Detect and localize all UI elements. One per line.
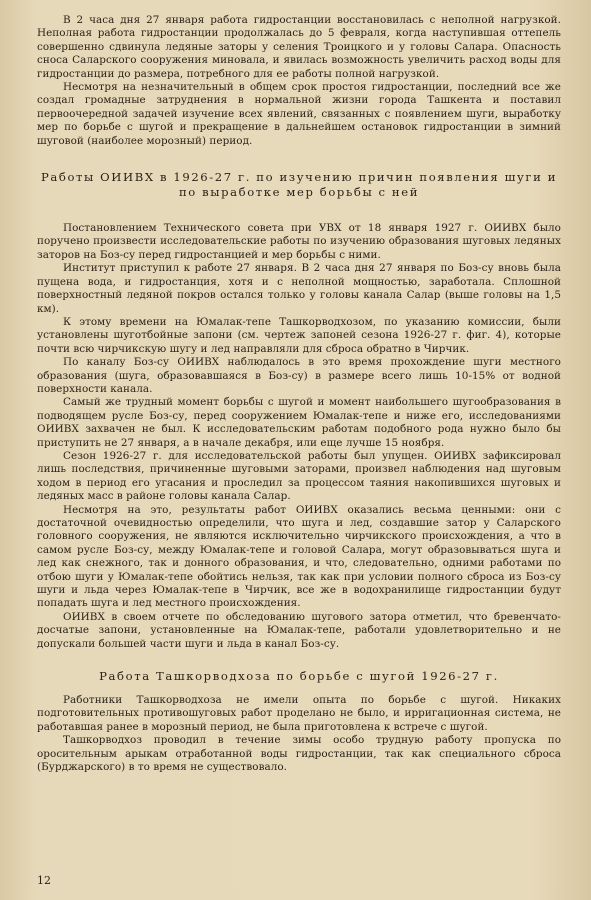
paragraph-results-valuable: Несмотря на это, результаты работ ОИИВХ оказались весьма ценными: они с достаточной очевидностью определили, что шуга и лед, создавшие затор у Саларского головного сооружения, не являются исключительно чирчикского происхождения, а что в самом русле Боз-су, между Юмалак-тепе и головой Салара, могут образовываться шуга и лед как снежного, так и донного образования, и что, следовательно, одними работами по отбою шуги у Юмалак-тепе обойтись нельзя, так как при условии полного сброса из Боз-су шуги и льда через Юмалак-тепе в Чирчик, все же в водохранилище гидростанции будут попадать шуга и лед местного происхождения.: [37, 503, 561, 610]
paragraph-spent-water: Ташкорводхоз проводил в течение зимы особо трудную работу пропуска по оросительным арыкам отработанной воды гидростанции, так как специального сброса (Бурджарского) в то время не существовало.: [37, 734, 561, 774]
paragraph-hydrostation-restored: В 2 часа дня 27 января работа гидростанции восстановилась с неполной нагрузкой. Неполная работа гидростанции продолжалась до 5 февраля, когда наступившая оттепель совершенно сдвинула ледяные заторы у селения Троицкого и у головы Салара. Опасность сноса Саларского сооружения миновала, и явилась возможность увеличить расход воды для гидростанции до размера, потребного для ее работы полной нагрузкой.: [37, 14, 561, 80]
paragraph-booms-installed: К этому времени на Юмалак-тепе Ташкорводхозом, по указанию комиссии, были установлены шуготбойные запони (см. чертеж запоней сезона 1926-27 г. фиг. 4), которые почти всю чирчикскую шугу и лед направляли для сброса обратно в Чирчик.: [37, 315, 561, 355]
paragraph-local-slush: По каналу Боз-су ОИИВХ наблюдалось в это время прохождение шуги местного образования (шуга, образовавшаяся в Боз-су) в размере всего лишь 10-15% от водной поверхности канала.: [37, 356, 561, 395]
section-heading-oiivh-works: Работы ОИИВХ в 1926-27 г. по изучению причин появления шуги и по выработке мер борьбы с ней: [40, 170, 558, 200]
page-number: 12: [37, 874, 51, 887]
paragraph-institute-started: Институт приступил к работе 27 января. В 2 часа дня 27 января по Боз-су вновь была пущена вода, и гидростанция, хотя и с неполной мощностью, заработала. Сплошной поверхностный ледяной покров остался только у головы канала Салар (выше головы на 1,5 км).: [37, 262, 561, 315]
paragraph-council-resolution: Постановлением Технического совета при УВХ от 18 января 1927 г. ОИИВХ было поручено произвести исследовательские работы по изучению образования шуговых ледяных заторов на Боз-су перед гидростанцией и мер борьбы с ними.: [37, 222, 561, 261]
section-heading-tashkorvodkhoz: Работа Ташкорводхоза по борьбе с шугой 1926-27 г.: [99, 669, 499, 684]
paragraph-downtime-consequences: Несмотря на незначительный в общем срок простоя гидростанции, последний все же создал громадные затруднения в нормальной жизни города Ташкента и поставил первоочередной задачей изучение всех явлений, связанных с появлением шуги, выработку мер по борьбе с шугой и прекращение в дальнейшем остановок гидростанции в зимний шуговой (наиболее морозный) период.: [37, 81, 561, 147]
paragraph-no-experience: Работники Ташкорводхоза не имели опыта по борьбе с шугой. Никаких подготовительных противошуговых работ проделано не было, и ирригационная система, не работавшая ранее в морозный период, не была приготовлена к встрече с шугой.: [37, 694, 561, 733]
paragraph-report-booms: ОИИВХ в своем отчете по обследованию шугового затора отметил, что бревенчато-досчатые запони, установленные на Юмалак-тепе, работали удовлетворительно и не допускали большей части шуги и льда в канал Боз-су.: [37, 610, 561, 650]
paragraph-hardest-moment: Самый же трудный момент борьбы с шугой и момент наибольшего шугообразования в подводящем русле Боз-су, перед сооружением Юмалак-тепе и ниже его, исследованиями ОИИВХ захвачен не был. К исследовательским работам подобного рода нужно было бы приступить не 27 января, а в начале декабря, или еще лучше 15 ноября.: [37, 396, 561, 449]
paragraph-season-missed: Сезон 1926-27 г. для исследовательской работы был упущен. ОИИВХ зафиксировал лишь последствия, причиненные шуговыми заторами, произвел наблюдения над шуговым ходом в период его угасания и проследил за процессом таяния накопившихся шуговых и ледяных масс в районе головы канала Салар.: [37, 449, 561, 503]
